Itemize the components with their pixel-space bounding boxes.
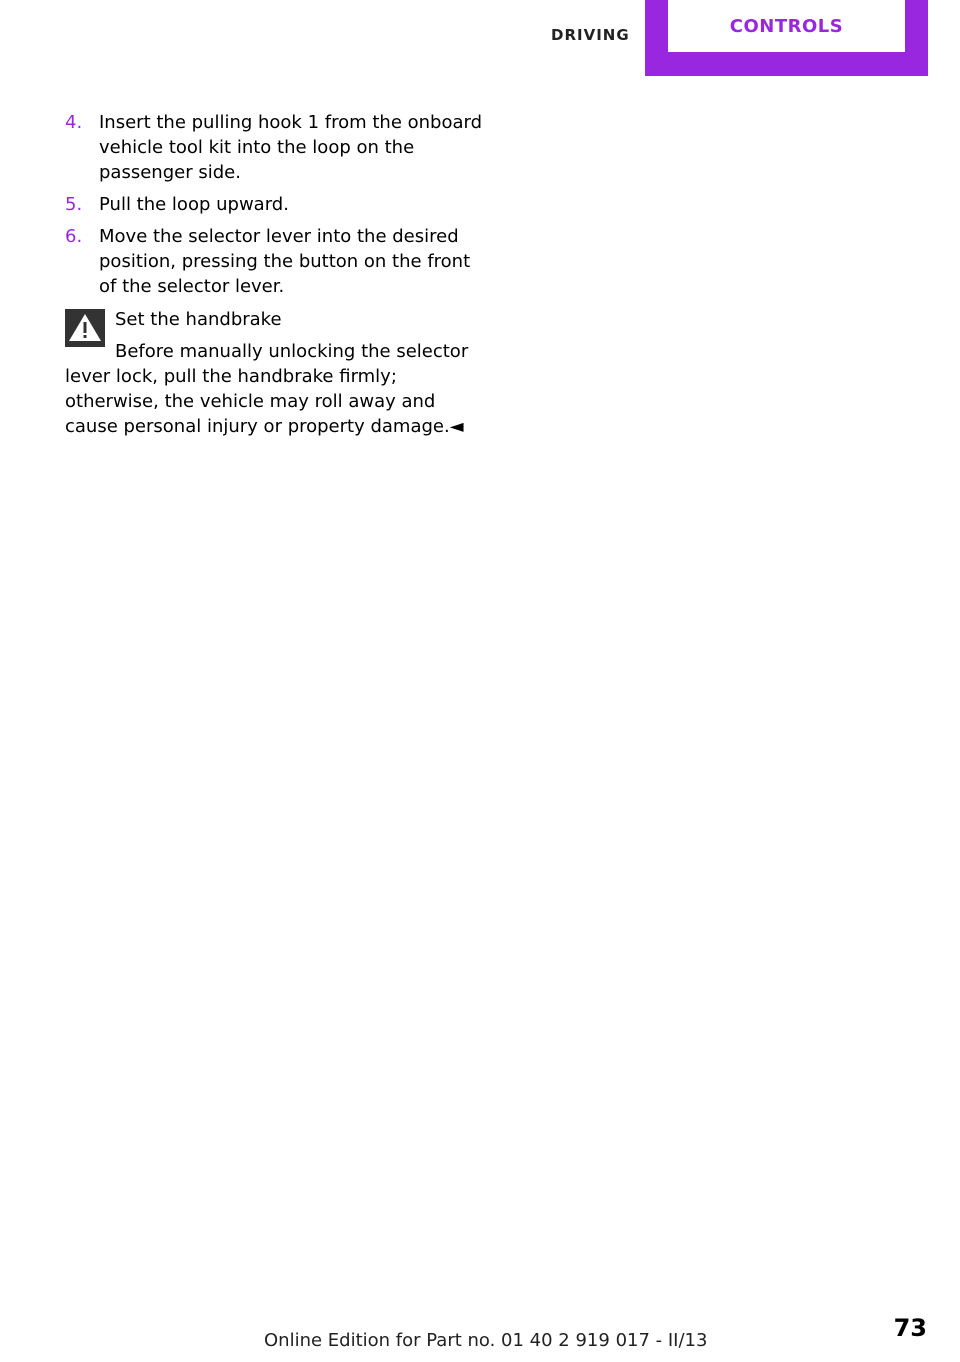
section-title: DRIVING xyxy=(551,26,630,44)
page-content xyxy=(65,110,485,439)
warning-block xyxy=(65,307,485,439)
warning-text: Before manually unlocking the selector lever lock, pull the handbrake firmly; otherwise, the vehicle may roll away and cause personal injury or property damage. xyxy=(65,341,469,437)
step-item xyxy=(65,110,485,185)
step-item xyxy=(65,192,485,217)
warning-title: Set the handbrake xyxy=(115,309,282,330)
end-mark: ◄ xyxy=(449,416,464,437)
step-number: 4. xyxy=(65,112,83,133)
step-number: 5. xyxy=(65,194,83,215)
warning-triangle-icon xyxy=(65,309,105,347)
page-number: 73 xyxy=(893,1314,927,1342)
step-number: 6. xyxy=(65,226,83,247)
footer-edition: Online Edition for Part no. 01 40 2 919 017 - II/13 xyxy=(264,1330,708,1351)
chapter-tab xyxy=(645,0,928,76)
step-item xyxy=(65,224,485,299)
warning-body xyxy=(65,339,485,439)
chapter-tab-inner xyxy=(668,0,905,52)
chapter-title: CONTROLS xyxy=(729,15,844,37)
step-text: Pull the loop upward. xyxy=(99,194,289,215)
step-text: Move the selector lever into the desired position, pressing the button on the front of the selector lever. xyxy=(99,226,471,297)
step-text: Insert the pulling hook 1 from the onboard vehicle tool kit into the loop on the passenger side. xyxy=(99,112,483,183)
